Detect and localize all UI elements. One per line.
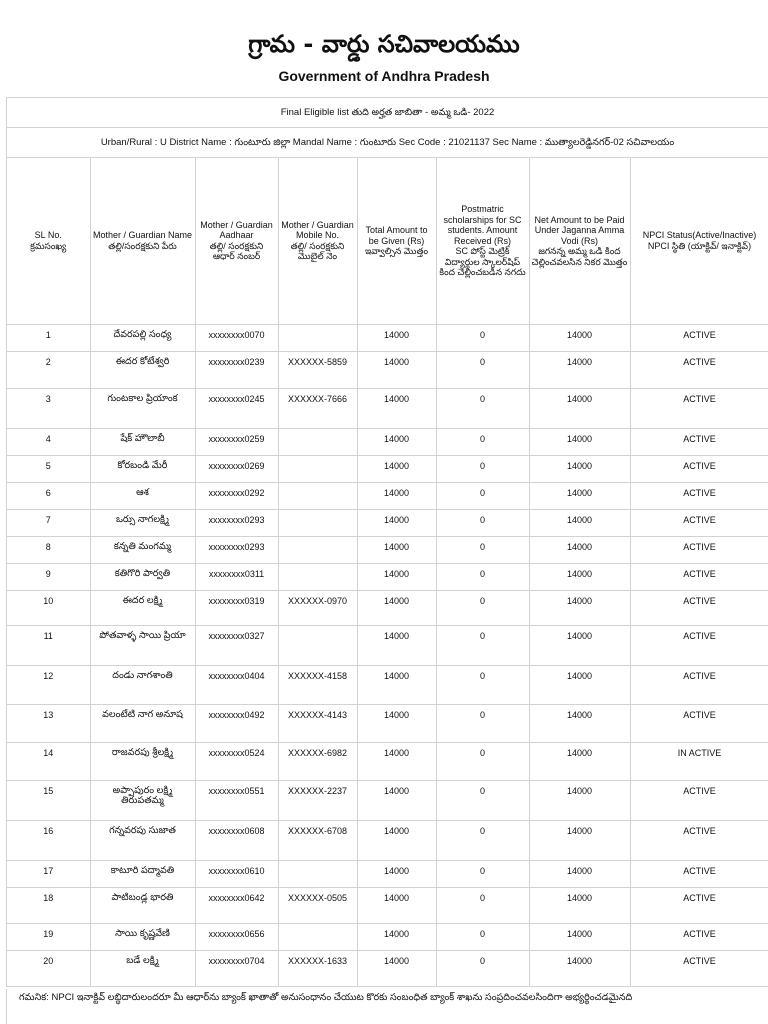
col-header-sc-scholarship: Postmatric scholarships for SC students. Amount Received (Rs) SC పోస్ట్ మెట్రిక్ విద్యార్థుల స్కాలర్‌షిప్ కింద చెల్లించబడిన నగదు (436, 158, 529, 324)
table-row (7, 590, 768, 625)
cell-mother-name: బడే లక్ష్మి (90, 950, 195, 986)
cell-net-amount: 14000 (529, 324, 630, 351)
cell-sc-scholarship: 0 (436, 428, 529, 455)
page-subtitle: Government of Andhra Pradesh (278, 68, 490, 84)
cell-npci-status: ACTIVE (630, 351, 768, 388)
cell-net-amount: 14000 (529, 625, 630, 665)
cell-sl-no: 19 (7, 923, 90, 950)
col-header-mother-name: Mother / Guardian Name తల్లి/సంరక్షకుని పేరు (90, 158, 195, 324)
cell-net-amount: 14000 (529, 455, 630, 482)
cell-aadhaar: xxxxxxxx0642 (195, 887, 278, 923)
cell-aadhaar: xxxxxxxx0551 (195, 780, 278, 820)
cell-aadhaar: xxxxxxxx0704 (195, 950, 278, 986)
cell-total-amount: 14000 (357, 455, 436, 482)
cell-total-amount: 14000 (357, 324, 436, 351)
cell-net-amount: 14000 (529, 428, 630, 455)
cell-sc-scholarship: 0 (436, 665, 529, 704)
table-row (7, 509, 768, 536)
cell-total-amount: 14000 (357, 590, 436, 625)
cell-net-amount: 14000 (529, 820, 630, 860)
cell-mother-name: దండు నాగశాంతి (90, 665, 195, 704)
cell-aadhaar: xxxxxxxx0608 (195, 820, 278, 860)
cell-sl-no: 18 (7, 887, 90, 923)
cell-mother-name: గుంటకాల ప్రియాంక (90, 388, 195, 428)
cell-aadhaar: xxxxxxxx0656 (195, 923, 278, 950)
page-title: గ్రామ - వార్డు సచివాలయము (248, 30, 520, 58)
table-row (7, 704, 768, 742)
cell-aadhaar: xxxxxxxx0259 (195, 428, 278, 455)
table-row (7, 860, 768, 887)
cell-aadhaar: xxxxxxxx0311 (195, 563, 278, 590)
cell-aadhaar: xxxxxxxx0319 (195, 590, 278, 625)
cell-mobile: XXXXXX-5859 (278, 351, 357, 388)
cell-net-amount: 14000 (529, 887, 630, 923)
cell-total-amount: 14000 (357, 950, 436, 986)
cell-total-amount: 14000 (357, 860, 436, 887)
table-row (7, 742, 768, 780)
cell-sl-no: 9 (7, 563, 90, 590)
cell-aadhaar: xxxxxxxx0070 (195, 324, 278, 351)
cell-sc-scholarship: 0 (436, 563, 529, 590)
cell-mother-name: పోతవాళ్ళ సాయి ప్రియా (90, 625, 195, 665)
cell-sc-scholarship: 0 (436, 742, 529, 780)
cell-mobile (278, 536, 357, 563)
cell-aadhaar: xxxxxxxx0404 (195, 665, 278, 704)
cell-total-amount: 14000 (357, 820, 436, 860)
cell-mother-name: గన్నవరపు సుజాత (90, 820, 195, 860)
cell-sl-no: 15 (7, 780, 90, 820)
cell-sl-no: 13 (7, 704, 90, 742)
cell-sl-no: 7 (7, 509, 90, 536)
cell-net-amount: 14000 (529, 351, 630, 388)
cell-total-amount: 14000 (357, 536, 436, 563)
cell-net-amount: 14000 (529, 536, 630, 563)
cell-mobile (278, 324, 357, 351)
cell-npci-status: ACTIVE (630, 455, 768, 482)
cell-sl-no: 5 (7, 455, 90, 482)
eligible-list-sheet (6, 97, 768, 987)
cell-net-amount: 14000 (529, 482, 630, 509)
table-row (7, 780, 768, 820)
cell-aadhaar: xxxxxxxx0327 (195, 625, 278, 665)
cell-sc-scholarship: 0 (436, 324, 529, 351)
cell-sl-no: 12 (7, 665, 90, 704)
cell-aadhaar: xxxxxxxx0293 (195, 509, 278, 536)
cell-npci-status: ACTIVE (630, 887, 768, 923)
table-row (7, 482, 768, 509)
cell-mobile: XXXXXX-6982 (278, 742, 357, 780)
col-header-mobile: Mother / Guardian Mobile No. తల్లి/ సంరక్షకుని మొబైల్ నెం (278, 158, 357, 324)
cell-net-amount: 14000 (529, 742, 630, 780)
cell-aadhaar: xxxxxxxx0292 (195, 482, 278, 509)
cell-mobile (278, 455, 357, 482)
cell-mother-name: దేవరపల్లి సంధ్య (90, 324, 195, 351)
cell-net-amount: 14000 (529, 860, 630, 887)
cell-net-amount: 14000 (529, 563, 630, 590)
col-header-sl-no: SL No. క్రమసంఖ్య (7, 158, 90, 324)
cell-npci-status: ACTIVE (630, 950, 768, 986)
cell-mobile: XXXXXX-6708 (278, 820, 357, 860)
cell-net-amount: 14000 (529, 388, 630, 428)
cell-mother-name: అప్పాపురం లక్ష్మి తిరుపతమ్మ (90, 780, 195, 820)
cell-sc-scholarship: 0 (436, 860, 529, 887)
cell-aadhaar: xxxxxxxx0293 (195, 536, 278, 563)
cell-npci-status: ACTIVE (630, 536, 768, 563)
cell-sl-no: 2 (7, 351, 90, 388)
cell-mother-name: కాటూరి పద్మావతి (90, 860, 195, 887)
cell-aadhaar: xxxxxxxx0492 (195, 704, 278, 742)
cell-sc-scholarship: 0 (436, 887, 529, 923)
cell-sl-no: 10 (7, 590, 90, 625)
cell-mother-name: ఈదర లక్ష్మి (90, 590, 195, 625)
col-header-npci-status: NPCI Status(Active/Inactive) NPCI స్థితి (యాక్టివ్/ ఇనాక్టివ్) (630, 158, 768, 324)
cell-sl-no: 3 (7, 388, 90, 428)
table-body (7, 324, 768, 986)
cell-mobile: XXXXXX-0970 (278, 590, 357, 625)
cell-npci-status: ACTIVE (630, 590, 768, 625)
location-info-band: Urban/Rural : U District Name : గుంటూరు జిల్లా Mandal Name : గుంటూరు Sec Code : 21021137 Sec Name : ముత్యాలరెడ్డినగర్-02 సచివాలయం (7, 128, 768, 158)
cell-sl-no: 1 (7, 324, 90, 351)
cell-npci-status: ACTIVE (630, 482, 768, 509)
cell-sl-no: 8 (7, 536, 90, 563)
cell-total-amount: 14000 (357, 388, 436, 428)
cell-sl-no: 6 (7, 482, 90, 509)
cell-total-amount: 14000 (357, 780, 436, 820)
cell-mobile: XXXXXX-1633 (278, 950, 357, 986)
cell-mother-name: కోరబండి మేరీ (90, 455, 195, 482)
cell-npci-status: ACTIVE (630, 820, 768, 860)
beneficiary-table (7, 158, 768, 987)
cell-mobile: XXXXXX-2237 (278, 780, 357, 820)
cell-mother-name: పాటిబండ్ల భారతి (90, 887, 195, 923)
cell-mobile (278, 428, 357, 455)
cell-total-amount: 14000 (357, 428, 436, 455)
table-row (7, 324, 768, 351)
cell-mother-name: ఈదర కోటేశ్వరి (90, 351, 195, 388)
cell-mobile (278, 625, 357, 665)
cell-sc-scholarship: 0 (436, 482, 529, 509)
table-row (7, 455, 768, 482)
cell-sl-no: 14 (7, 742, 90, 780)
cell-net-amount: 14000 (529, 590, 630, 625)
list-title-band: Final Eligible list తుది అర్హత జాబితా - అమ్మ ఒడి- 2022 (7, 98, 768, 128)
cell-sc-scholarship: 0 (436, 351, 529, 388)
cell-mother-name: ఆశ (90, 482, 195, 509)
cell-npci-status: ACTIVE (630, 780, 768, 820)
cell-net-amount: 14000 (529, 509, 630, 536)
cell-mobile (278, 860, 357, 887)
cell-npci-status: ACTIVE (630, 509, 768, 536)
table-row (7, 351, 768, 388)
cell-aadhaar: xxxxxxxx0269 (195, 455, 278, 482)
cell-npci-status: ACTIVE (630, 625, 768, 665)
cell-total-amount: 14000 (357, 704, 436, 742)
cell-mother-name: ఒర్సు నాగలక్ష్మి (90, 509, 195, 536)
cell-sl-no: 20 (7, 950, 90, 986)
cell-aadhaar: xxxxxxxx0239 (195, 351, 278, 388)
table-row (7, 428, 768, 455)
cell-mobile: XXXXXX-4158 (278, 665, 357, 704)
cell-total-amount: 14000 (357, 563, 436, 590)
cell-mother-name: వలంటేటి నాగ అనూష (90, 704, 195, 742)
cell-npci-status: IN ACTIVE (630, 742, 768, 780)
cell-total-amount: 14000 (357, 887, 436, 923)
cell-sc-scholarship: 0 (436, 780, 529, 820)
cell-net-amount: 14000 (529, 665, 630, 704)
cell-total-amount: 14000 (357, 482, 436, 509)
table-row (7, 887, 768, 923)
cell-mother-name: సాయి కృష్ణవేణి (90, 923, 195, 950)
cell-sc-scholarship: 0 (436, 820, 529, 860)
cell-npci-status: ACTIVE (630, 665, 768, 704)
cell-aadhaar: xxxxxxxx0610 (195, 860, 278, 887)
cell-sc-scholarship: 0 (436, 704, 529, 742)
cell-sc-scholarship: 0 (436, 536, 529, 563)
cell-mobile: XXXXXX-4143 (278, 704, 357, 742)
cell-mobile: XXXXXX-7666 (278, 388, 357, 428)
cell-sl-no: 17 (7, 860, 90, 887)
cell-mother-name: కతిగొరి పార్వతి (90, 563, 195, 590)
col-header-aadhaar: Mother / Guardian Aadhaar తల్లి/ సంరక్షకుని ఆధార్ నంబర్ (195, 158, 278, 324)
cell-total-amount: 14000 (357, 625, 436, 665)
cell-mobile (278, 482, 357, 509)
cell-sl-no: 16 (7, 820, 90, 860)
cell-npci-status: ACTIVE (630, 324, 768, 351)
table-row (7, 625, 768, 665)
cell-sc-scholarship: 0 (436, 625, 529, 665)
cell-total-amount: 14000 (357, 742, 436, 780)
cell-mother-name: కన్నతి మంగమ్మ (90, 536, 195, 563)
table-row (7, 950, 768, 986)
cell-sc-scholarship: 0 (436, 388, 529, 428)
table-header-row (7, 158, 768, 324)
cell-mother-name: షేక్ హౌలాబీ (90, 428, 195, 455)
cell-mobile: XXXXXX-0505 (278, 887, 357, 923)
table-row (7, 536, 768, 563)
cell-mother-name: రాజవరపు శ్రీలక్ష్మి (90, 742, 195, 780)
cell-npci-status: ACTIVE (630, 563, 768, 590)
table-row (7, 923, 768, 950)
cell-sl-no: 4 (7, 428, 90, 455)
cell-npci-status: ACTIVE (630, 704, 768, 742)
table-row (7, 665, 768, 704)
cell-aadhaar: xxxxxxxx0245 (195, 388, 278, 428)
cell-total-amount: 14000 (357, 665, 436, 704)
col-header-total-amount: Total Amount to be Given (Rs) ఇవ్వాల్సిన మొత్తం (357, 158, 436, 324)
cell-npci-status: ACTIVE (630, 428, 768, 455)
cell-sc-scholarship: 0 (436, 455, 529, 482)
cell-sc-scholarship: 0 (436, 590, 529, 625)
cell-npci-status: ACTIVE (630, 860, 768, 887)
cell-aadhaar: xxxxxxxx0524 (195, 742, 278, 780)
cell-total-amount: 14000 (357, 509, 436, 536)
cell-sl-no: 11 (7, 625, 90, 665)
cell-sc-scholarship: 0 (436, 950, 529, 986)
table-row (7, 820, 768, 860)
cell-net-amount: 14000 (529, 950, 630, 986)
cell-mobile (278, 509, 357, 536)
cell-total-amount: 14000 (357, 923, 436, 950)
table-row (7, 388, 768, 428)
footer-note: గమనిక: NPCI ఇనాక్టివ్ లబ్ధిదారులందరూ మీ ఆధార్‌ను బ్యాంక్ ఖాతాతో అనుసంధానం చేయుట కొరకు సంబంధిత బ్యాంక్ శాఖను సంప్రదించవలసిందిగా అభ్యర్థించడమైనది (6, 989, 768, 1024)
cell-net-amount: 14000 (529, 704, 630, 742)
cell-npci-status: ACTIVE (630, 923, 768, 950)
cell-net-amount: 14000 (529, 923, 630, 950)
cell-net-amount: 14000 (529, 780, 630, 820)
cell-mobile (278, 563, 357, 590)
cell-mobile (278, 923, 357, 950)
cell-sc-scholarship: 0 (436, 923, 529, 950)
table-row (7, 563, 768, 590)
cell-total-amount: 14000 (357, 351, 436, 388)
cell-npci-status: ACTIVE (630, 388, 768, 428)
cell-sc-scholarship: 0 (436, 509, 529, 536)
col-header-net-amount: Net Amount to be Paid Under Jaganna Amma Vodi (Rs) జగనన్న అమ్మ ఒడి కింద చెల్లించవలసిన నికర మొత్తం (529, 158, 630, 324)
